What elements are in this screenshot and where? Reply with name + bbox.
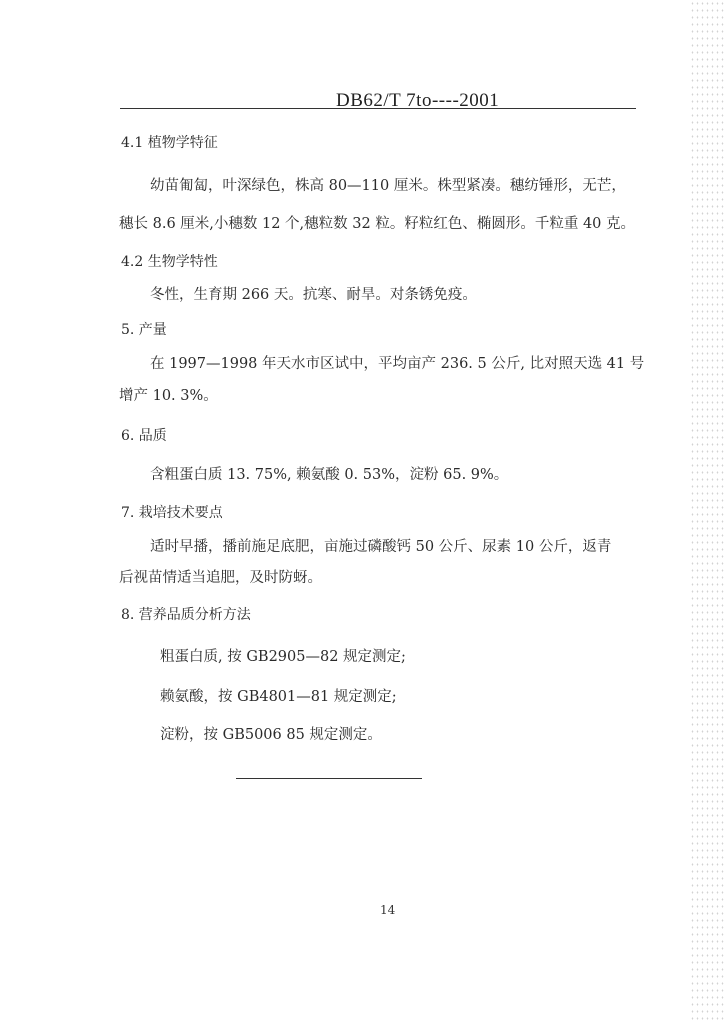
standard-code: DB62/T 7to----2001 — [336, 90, 500, 111]
scan-edge-noise — [690, 0, 724, 1024]
section-5-heading: 5. 产量 — [121, 322, 167, 338]
section-7-line-2: 后视苗情适当追肥，及时防蚜。 — [119, 570, 322, 586]
section-8-heading: 8. 营养品质分析方法 — [121, 607, 251, 623]
section-4-2-heading: 4.2 生物学特性 — [121, 254, 218, 270]
section-7-heading: 7. 栽培技术要点 — [121, 505, 223, 521]
section-4-1-line-2: 穗长 8.6 厘米,小穗数 12 个,穗粒数 32 粒。籽粒红色、椭圆形。千粒重 40 克。 — [119, 216, 636, 232]
section-4-1-heading: 4.1 植物学特征 — [121, 135, 218, 151]
section-5-line-1: 在 1997—1998 年天水市区试中，平均亩产 236. 5 公斤, 比对照天选 41 号 — [150, 356, 645, 372]
section-4-1-line-1: 幼苗匍匐，叶深绿色，株高 80—110 厘米。株型紧凑。穗纺锤形，无芒， — [150, 178, 626, 194]
section-5-line-2: 增产 10. 3%。 — [119, 388, 218, 404]
end-rule — [236, 778, 422, 779]
section-6-line-1: 含粗蛋白质 13. 75%, 赖氨酸 0. 53%，淀粉 65. 9%。 — [150, 467, 509, 483]
section-4-2-line-1: 冬性，生育期 266 天。抗寒、耐旱。对条锈免疫。 — [150, 287, 477, 303]
section-8-line-3: 淀粉，按 GB5006 85 规定测定。 — [160, 727, 382, 743]
page-number: 14 — [380, 903, 396, 917]
section-6-heading: 6. 品质 — [121, 428, 167, 444]
section-8-line-1: 粗蛋白质, 按 GB2905—82 规定测定; — [160, 649, 406, 665]
section-8-line-2: 赖氨酸，按 GB4801—81 规定测定; — [160, 689, 397, 705]
header-rule — [120, 108, 636, 109]
section-7-line-1: 适时早播，播前施足底肥，亩施过磷酸钙 50 公斤、尿素 10 公斤，返青 — [150, 539, 612, 555]
